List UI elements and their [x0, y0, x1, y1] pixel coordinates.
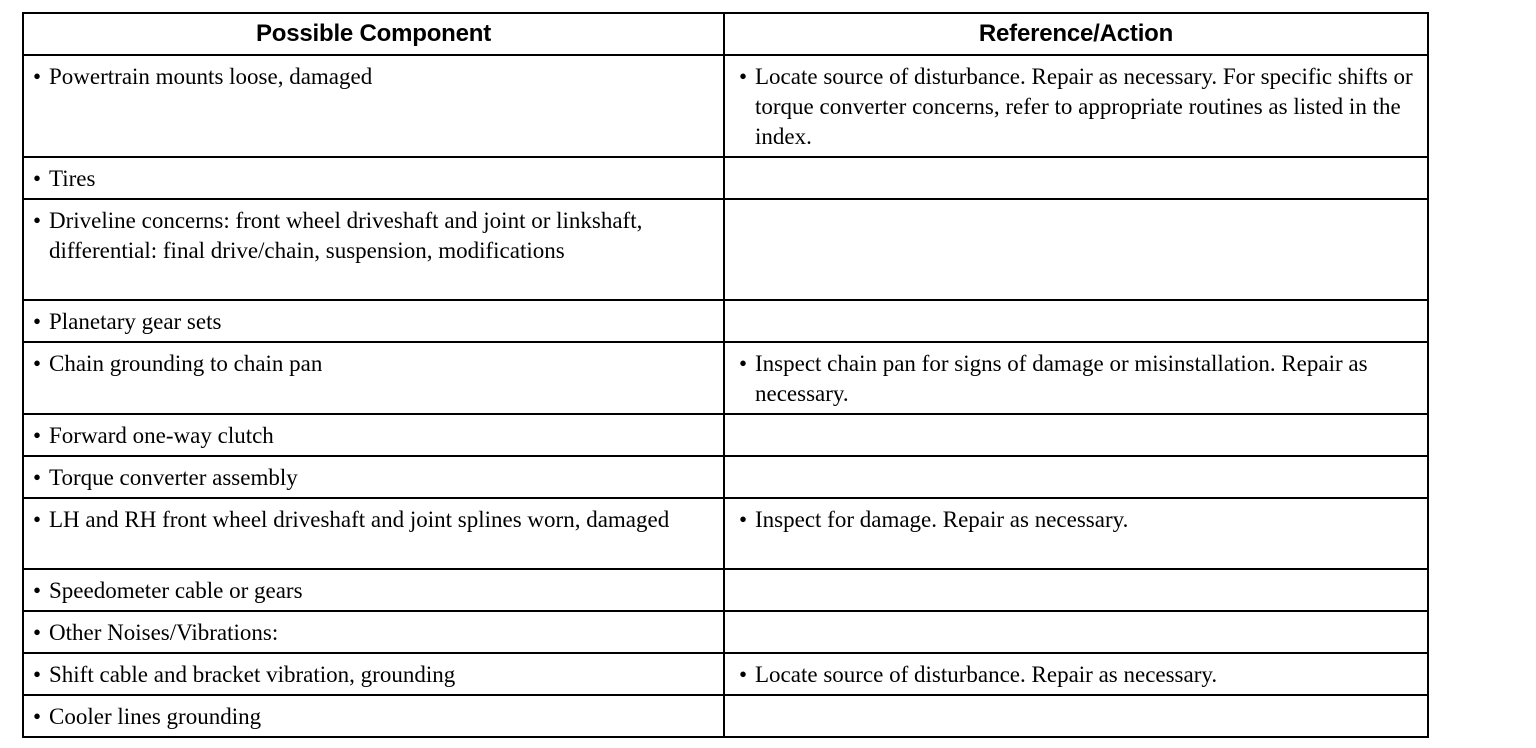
table-row [23, 55, 1428, 157]
component-cell [23, 55, 724, 157]
header-row [23, 13, 1428, 55]
component-cell [23, 342, 724, 414]
action-cell [724, 498, 1428, 569]
bullet-icon: • [33, 351, 42, 376]
action-cell [724, 456, 1428, 498]
component-cell [23, 498, 724, 569]
bullet-icon: • [739, 507, 748, 532]
component-text: Other Noises/Vibrations: [49, 620, 279, 645]
table-row [23, 569, 1428, 611]
component-text: Speedometer cable or gears [49, 578, 303, 603]
table-row [23, 498, 1428, 569]
component-text: LH and RH front wheel driveshaft and joint splines worn, damaged [49, 507, 670, 532]
header-reference-action: Reference/Action [724, 13, 1428, 55]
table-row [23, 342, 1428, 414]
component-text: Shift cable and bracket vibration, grounding [49, 662, 456, 687]
component-text: Forward one-way clutch [49, 423, 274, 448]
bullet-icon: • [33, 166, 42, 191]
bullet-icon: • [739, 351, 748, 376]
bullet-icon: • [33, 64, 42, 89]
component-text: Cooler lines grounding [49, 704, 262, 729]
bullet-icon: • [33, 704, 42, 729]
action-cell [724, 55, 1428, 157]
action-cell [724, 414, 1428, 456]
component-text: Tires [49, 166, 96, 191]
table-row [23, 456, 1428, 498]
action-cell [724, 199, 1428, 300]
component-text: Chain grounding to chain pan [49, 351, 323, 376]
component-text: Planetary gear sets [49, 309, 222, 334]
bullet-icon: • [33, 662, 42, 687]
table-row [23, 695, 1428, 737]
component-text: Driveline concerns: front wheel driveshaft and joint or linkshaft, differential: final drive/chain, suspension, modifications [49, 208, 643, 263]
diagnosis-table [22, 12, 1429, 738]
action-cell [724, 342, 1428, 414]
bullet-icon: • [33, 423, 42, 448]
action-cell [724, 695, 1428, 737]
bullet-icon: • [33, 578, 42, 603]
action-cell [724, 569, 1428, 611]
component-cell [23, 653, 724, 695]
action-cell [724, 611, 1428, 653]
bullet-icon: • [33, 507, 42, 532]
component-cell [23, 414, 724, 456]
action-cell [724, 157, 1428, 199]
component-cell [23, 569, 724, 611]
action-cell [724, 300, 1428, 342]
component-text: Powertrain mounts loose, damaged [49, 64, 373, 89]
bullet-icon: • [739, 64, 748, 89]
action-text: Inspect chain pan for signs of damage or misinstallation. Repair as necessary. [755, 351, 1368, 406]
bullet-icon: • [33, 465, 42, 490]
component-cell [23, 157, 724, 199]
action-text: Inspect for damage. Repair as necessary. [755, 507, 1129, 532]
component-text: Torque converter assembly [49, 465, 298, 490]
bullet-icon: • [33, 309, 42, 334]
table-row [23, 157, 1428, 199]
component-cell [23, 611, 724, 653]
component-cell [23, 695, 724, 737]
table-row [23, 199, 1428, 300]
table-row [23, 300, 1428, 342]
header-possible-component: Possible Component [23, 13, 724, 55]
action-cell [724, 653, 1428, 695]
component-cell [23, 199, 724, 300]
bullet-icon: • [33, 620, 42, 645]
bullet-icon: • [739, 662, 748, 687]
action-text: Locate source of disturbance. Repair as necessary. [755, 662, 1218, 687]
table-row [23, 611, 1428, 653]
table-row [23, 653, 1428, 695]
bullet-icon: • [33, 208, 42, 233]
component-cell [23, 456, 724, 498]
component-cell [23, 300, 724, 342]
action-text: Locate source of disturbance. Repair as necessary. For specific shifts or torque converter concerns, refer to appropriate routines as listed in the index. [755, 64, 1413, 149]
table-row [23, 414, 1428, 456]
